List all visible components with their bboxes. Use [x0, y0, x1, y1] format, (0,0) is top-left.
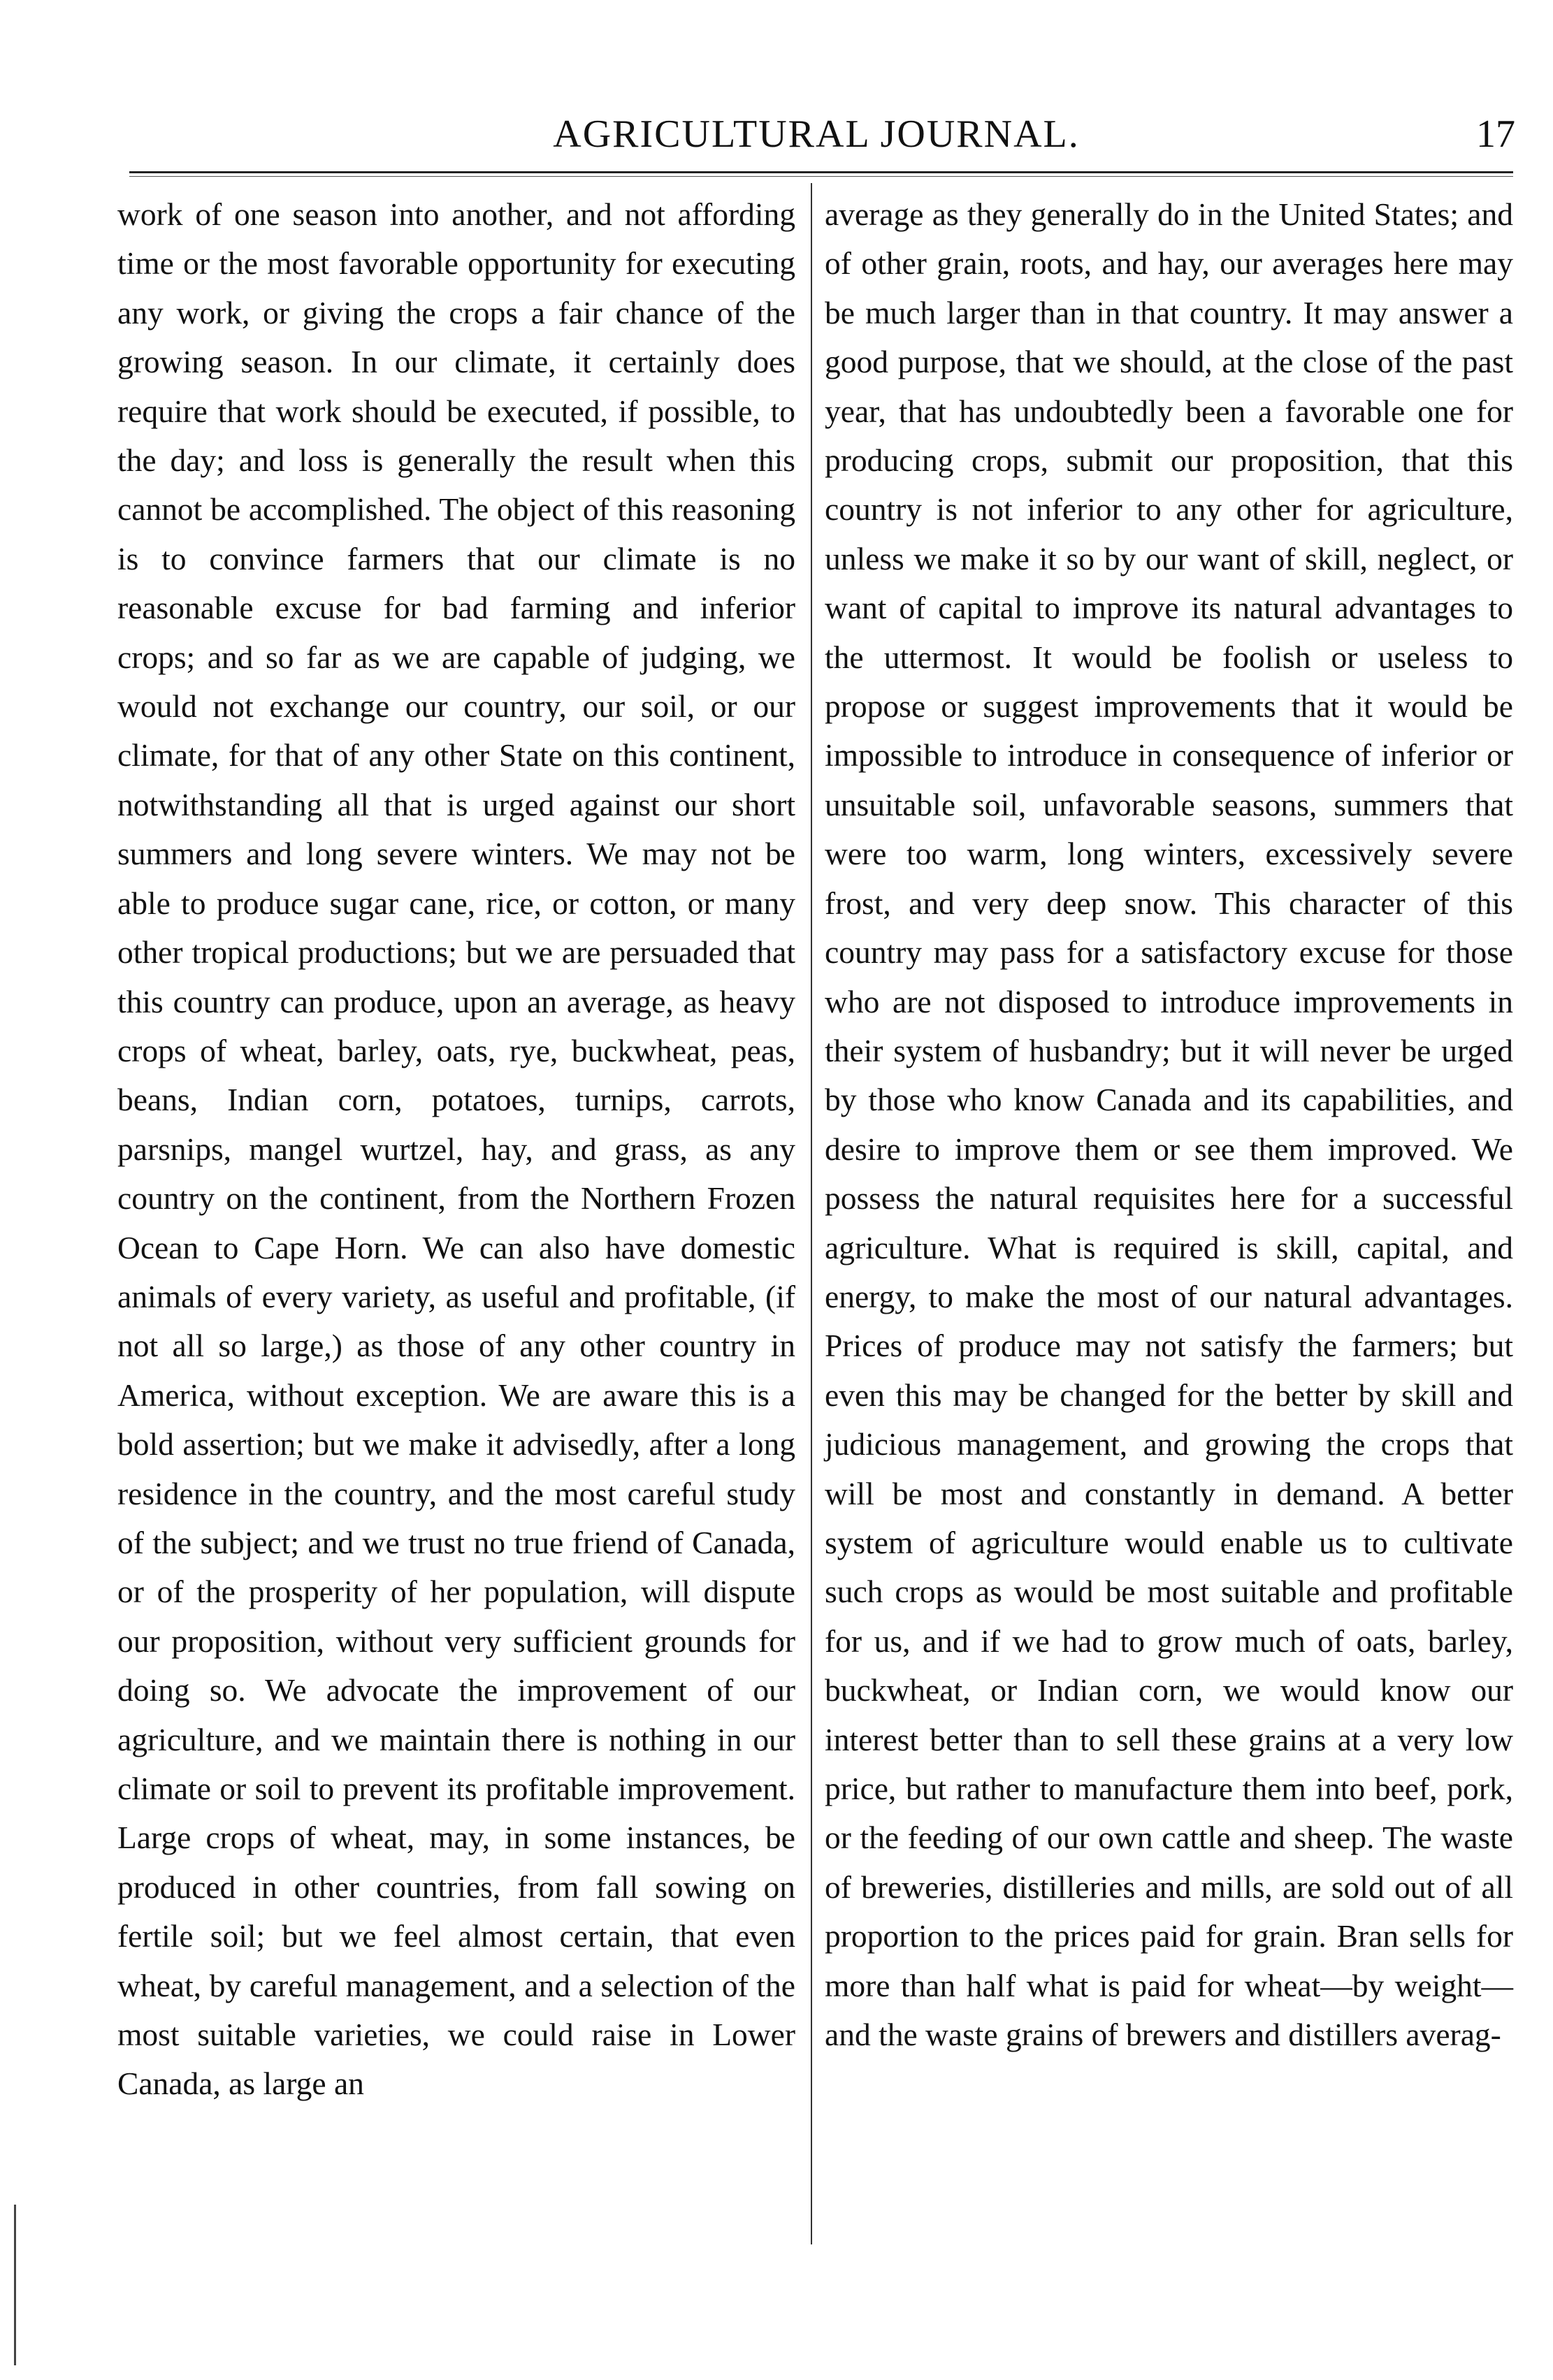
- right-column-text: average as they generally do in the United States; and of other grain, roots, and hay, our averages here may be much larger than in that country. It may answer a good purpose, that we should, at the close of the past year, that has undoubtedly been a favorable one for producing crops, submit our proposition, that this country is not inferior to any other for agriculture, unless we make it so by our want of skill, neglect, or want of capital to improve its natural advantages to the uttermost. It would be foolish or useless to propose or suggest improvements that it would be impossible to introduce in consequence of inferior or unsuitable soil, unfavorable seasons, summers that were too warm, long winters, excessively severe frost, and very deep snow. This character of this country may pass for a satisfactory excuse for those who are not disposed to introduce improvements in their system of husbandry; but it will never be urged by those who know Canada and its capabilities, and desire to improve them or see them improved. We possess the natural requisites here for a successful agriculture. What is required is skill, capital, and energy, to make the most of our natural advantages. Prices of produce may not satisfy the farmers; but even this may be changed for the better by skill and judicious management, and growing the crops that will be most and constantly in demand. A better system of agriculture would enable us to cultivate such crops as would be most suitable and profitable for us, and if we had to grow much of oats, barley, buckwheat, or Indian corn, we would know our interest better than to sell these grains at a very low price, but rather to manufacture them into beef, pork, or the feeding of our own cattle and sheep. The waste of breweries, distilleries and mills, are sold out of all proportion to the prices paid for grain. Bran sells for more than half what is paid for wheat—by weight—and the waste grains of brewers and distillers averag-: [825, 196, 1513, 2053]
- running-title: AGRICULTURAL JOURNAL.: [553, 113, 1080, 156]
- header-rule: [129, 171, 1513, 173]
- left-column-text: work of one season into another, and not affording time or the most favorable opportunity for executing any work, or giving the crops a fair chance of the growing season. In our climate, it certainly does require that work should be executed, if possible, to the day; and loss is generally the result when this cannot be accomplished. The object of this reasoning is to convince farmers that our climate is no reasonable excuse for bad farming and inferior crops; and so far as we are capable of judging, we would not exchange our country, our soil, or our climate, for that of any other State on this continent, notwithstanding all that is urged against our short summers and long severe winters. We may not be able to produce sugar cane, rice, or cotton, or many other tropical productions; but we are persuaded that this country can produce, upon an average, as heavy crops of wheat, barley, oats, rye, buckwheat, peas, beans, Indian corn, potatoes, turnips, carrots, parsnips, mangel wurtzel, hay, and grass, as any country on the continent, from the Northern Frozen Ocean to Cape Horn. We can also have domestic animals of every variety, as useful and profitable, (if not all so large,) as those of any other country in America, without exception. We are aware this is a bold assertion; but we make it advisedly, after a long residence in the country, and the most careful study of the subject; and we trust no true friend of Canada, or of the prosperity of her population, will dispute our proposition, without very sufficient grounds for doing so. We advocate the improvement of our agriculture, and we maintain there is nothing in our climate or soil to prevent its profitable improvement. Large crops of wheat, may, in some instances, be produced in other countries, from fall sowing on fertile soil; but we feel almost certain, that even wheat, by careful management, and a selection of the most suitable varieties, we could raise in Lower Canada, as large an: [117, 196, 795, 2102]
- header-rule-thin: [129, 176, 1513, 177]
- page-number: 17: [1476, 113, 1515, 156]
- margin-mark: [14, 2205, 16, 2365]
- left-column: [117, 190, 795, 2109]
- right-column: [825, 190, 1513, 2059]
- running-head: [117, 105, 1515, 161]
- column-divider: [811, 183, 812, 2244]
